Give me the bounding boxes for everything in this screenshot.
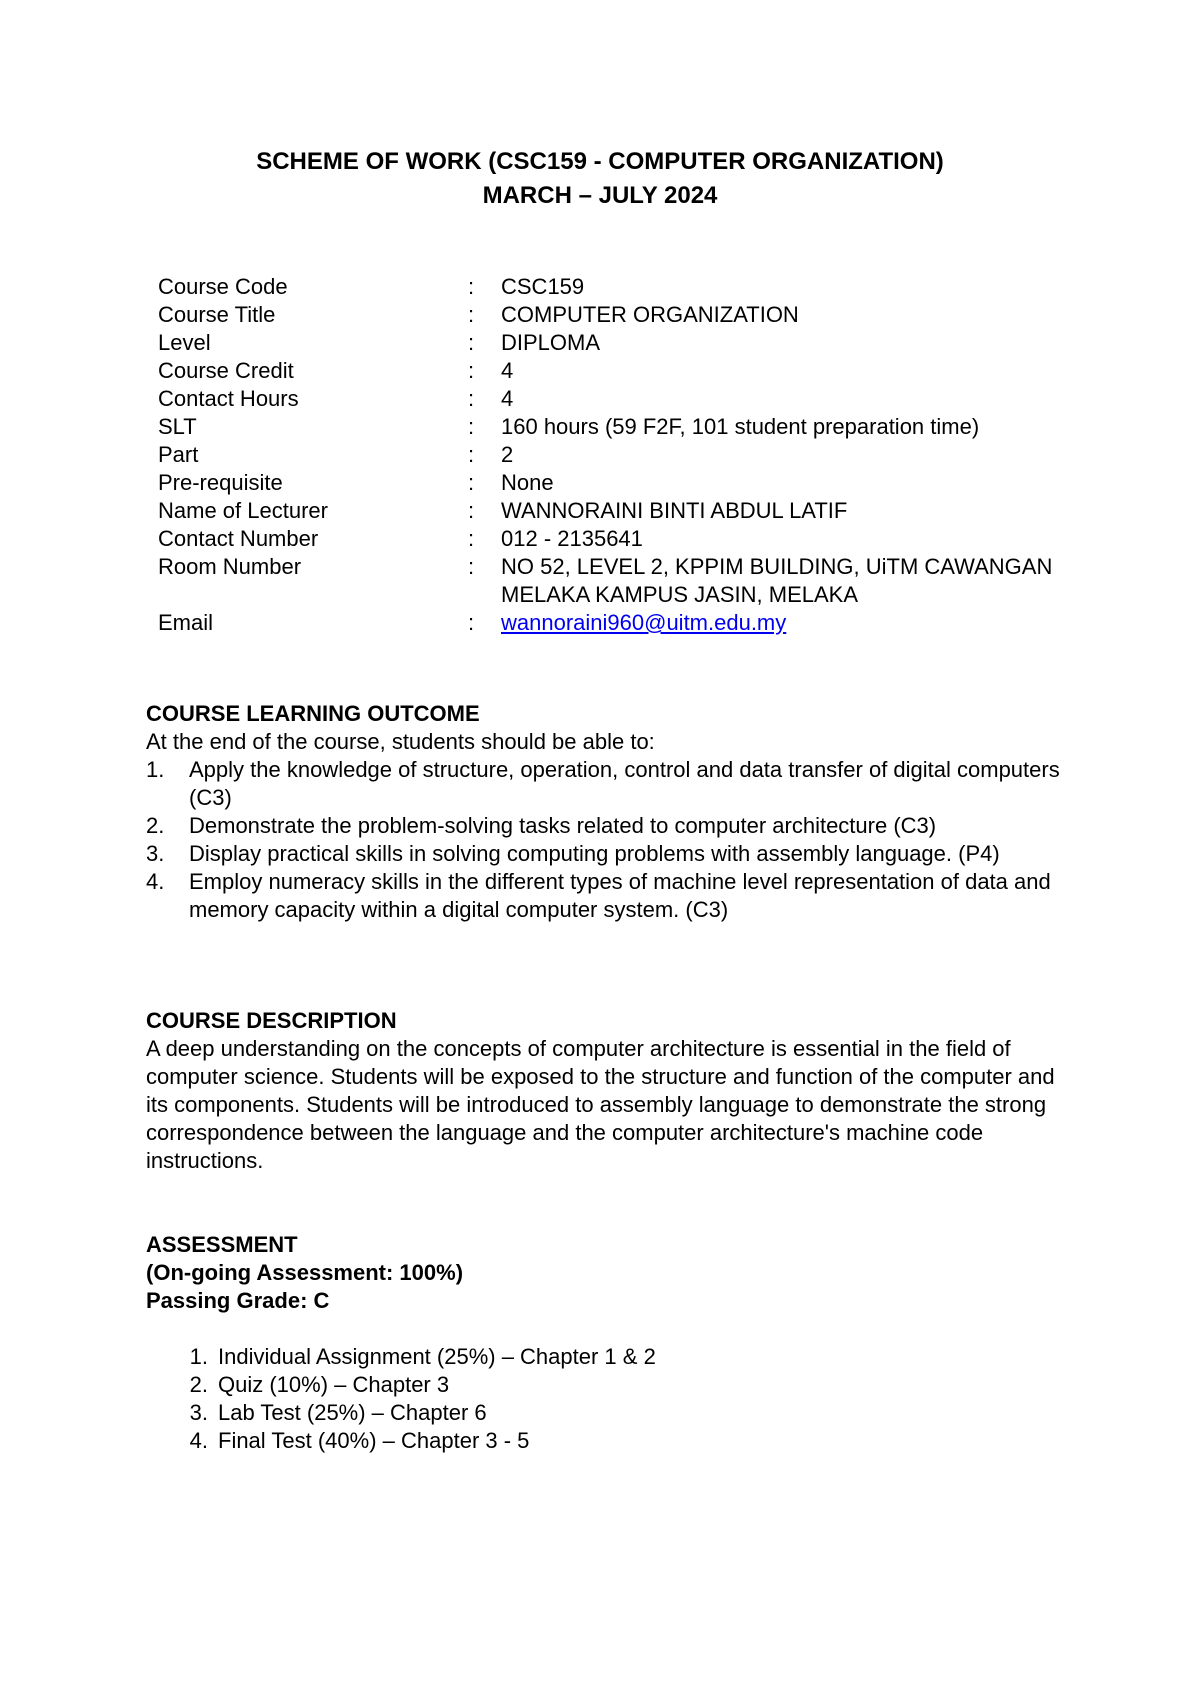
list-item-text: Apply the knowledge of structure, operation, control and data transfer of digital computers (C3) xyxy=(189,757,1060,810)
info-value: 4 xyxy=(501,358,514,383)
info-colon: : xyxy=(468,442,475,467)
info-label: Name of Lecturer xyxy=(158,498,328,523)
info-colon: : xyxy=(468,554,475,579)
info-row-prerequisite xyxy=(158,469,1061,497)
list-item xyxy=(146,1427,1066,1455)
info-row-course-credit xyxy=(158,357,1061,385)
info-colon: : xyxy=(468,498,475,523)
info-label: Pre-requisite xyxy=(158,470,283,495)
info-value: COMPUTER ORGANIZATION xyxy=(501,302,799,327)
list-item xyxy=(146,1343,1066,1371)
list-item-number: 1. xyxy=(146,757,165,782)
info-colon: : xyxy=(468,414,475,439)
info-row-contact-number xyxy=(158,525,1061,553)
list-item xyxy=(146,868,1066,924)
list-item-number: 4. xyxy=(189,1428,208,1453)
assessment-section xyxy=(146,1231,1066,1455)
info-value: 4 xyxy=(501,386,514,411)
info-row-email xyxy=(158,609,1061,637)
info-label: Level xyxy=(158,330,211,355)
info-label: Course Title xyxy=(158,302,276,327)
info-label: Contact Number xyxy=(158,526,319,551)
list-item-text: Lab Test (25%) – Chapter 6 xyxy=(218,1400,487,1425)
info-row-contact-hours xyxy=(158,385,1061,413)
list-item-number: 3. xyxy=(146,841,165,866)
course-description-section xyxy=(146,1007,1066,1175)
info-colon: : xyxy=(468,302,475,327)
learning-outcome-list xyxy=(146,756,1066,924)
info-value: 2 xyxy=(501,442,514,467)
email-link[interactable]: wannoraini960@uitm.edu.my xyxy=(501,610,787,635)
info-label: Email xyxy=(158,610,214,635)
info-colon: : xyxy=(468,386,475,411)
info-value: 160 hours (59 F2F, 101 student preparation time) xyxy=(501,414,980,439)
learning-outcome-section xyxy=(146,700,1066,924)
info-row-level xyxy=(158,329,1061,357)
list-item-text: Quiz (10%) – Chapter 3 xyxy=(218,1372,450,1397)
list-item xyxy=(146,812,1066,840)
info-label: SLT xyxy=(158,414,197,439)
info-colon: : xyxy=(468,330,475,355)
info-value xyxy=(501,609,1061,637)
assessment-list xyxy=(146,1343,1066,1455)
list-item-number: 2. xyxy=(146,813,165,838)
info-row-slt xyxy=(158,413,1061,441)
list-item-text: Individual Assignment (25%) – Chapter 1 & 2 xyxy=(218,1344,656,1369)
info-colon: : xyxy=(468,274,475,299)
info-value: 012 - 2135641 xyxy=(501,526,643,551)
info-value: WANNORAINI BINTI ABDUL LATIF xyxy=(501,498,848,523)
list-item-text: Final Test (40%) – Chapter 3 - 5 xyxy=(218,1428,530,1453)
info-value: DIPLOMA xyxy=(501,330,601,355)
list-item-number: 3. xyxy=(189,1400,208,1425)
info-row-course-title xyxy=(158,301,1061,329)
assessment-subheading: (On-going Assessment: 100%) xyxy=(146,1260,464,1285)
learning-outcome-intro: At the end of the course, students should be able to: xyxy=(146,729,655,754)
list-item-number: 4. xyxy=(146,869,165,894)
info-value: None xyxy=(501,470,554,495)
list-item-text: Display practical skills in solving computing problems with assembly language. (P4) xyxy=(189,841,1000,866)
info-value: CSC159 xyxy=(501,274,585,299)
info-label: Room Number xyxy=(158,554,302,579)
info-label: Course Code xyxy=(158,274,288,299)
list-item-text: Employ numeracy skills in the different types of machine level representation of data and memory capacity within a digital computer system. (C3) xyxy=(189,869,1051,922)
learning-outcome-heading: COURSE LEARNING OUTCOME xyxy=(146,701,480,726)
info-colon: : xyxy=(468,610,475,635)
list-item xyxy=(146,840,1066,868)
info-row-part xyxy=(158,441,1061,469)
info-colon: : xyxy=(468,526,475,551)
info-colon: : xyxy=(468,358,475,383)
document-title xyxy=(0,145,1200,213)
info-row-room-number xyxy=(158,553,1061,609)
info-label: Contact Hours xyxy=(158,386,299,411)
info-value: NO 52, LEVEL 2, KPPIM BUILDING, UiTM CAWANGAN MELAKA KAMPUS JASIN, MELAKA xyxy=(501,554,1053,607)
passing-grade: Passing Grade: C xyxy=(146,1288,330,1313)
list-item-text: Demonstrate the problem-solving tasks related to computer architecture (C3) xyxy=(189,813,937,838)
list-item-number: 2. xyxy=(189,1372,208,1397)
info-label: Part xyxy=(158,442,199,467)
list-item xyxy=(146,1371,1066,1399)
info-label: Course Credit xyxy=(158,358,294,383)
list-item-number: 1. xyxy=(189,1344,208,1369)
course-info-table xyxy=(158,273,1061,637)
assessment-heading: ASSESSMENT xyxy=(146,1232,298,1257)
title-line-2: MARCH – JULY 2024 xyxy=(482,182,718,209)
info-colon: : xyxy=(468,470,475,495)
list-item xyxy=(146,1399,1066,1427)
info-row-course-code xyxy=(158,273,1061,301)
info-row-lecturer xyxy=(158,497,1061,525)
list-item xyxy=(146,756,1066,812)
title-line-1: SCHEME OF WORK (CSC159 - COMPUTER ORGANIZATION) xyxy=(256,148,944,175)
course-description-heading: COURSE DESCRIPTION xyxy=(146,1008,397,1033)
course-description-text: A deep understanding on the concepts of computer architecture is essential in the field of computer science. Students will be exposed to the structure and function of the computer and its components. Students will be introduced to assembly language to demonstrate the strong correspondence between the language and the computer architecture's machine code instructions. xyxy=(146,1036,1055,1173)
